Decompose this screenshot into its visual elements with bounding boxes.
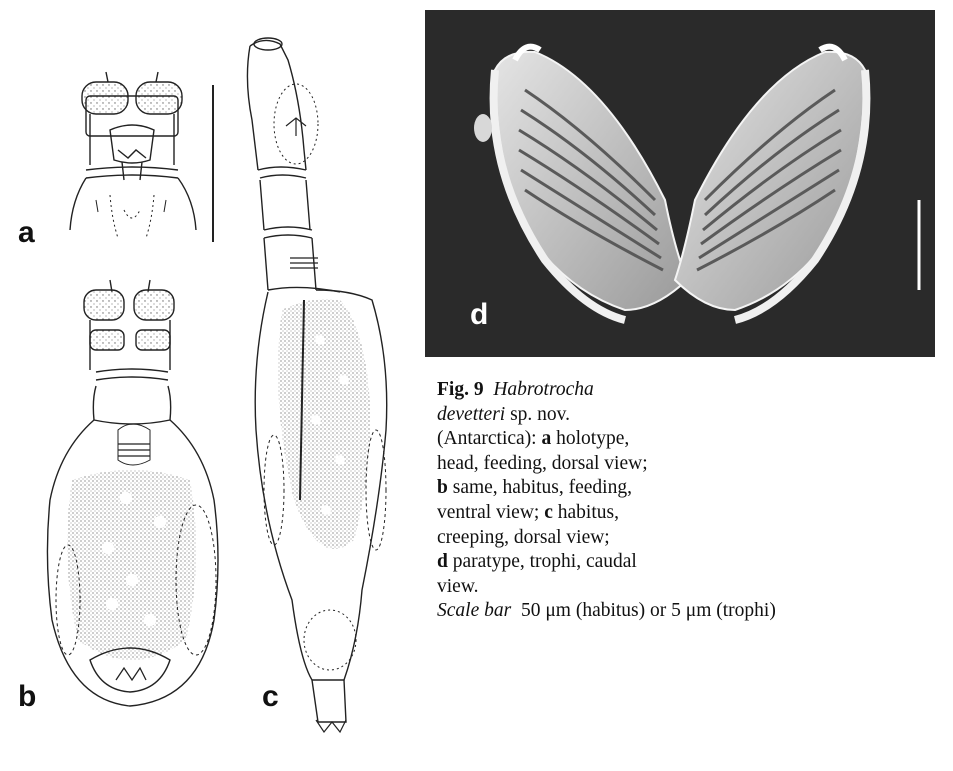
panel-label-a: a [18, 216, 35, 249]
caption-c-text-1: habitus, [552, 501, 619, 523]
panel-label-b: b [18, 680, 37, 713]
caption-b-text-2: ventral view; [437, 501, 545, 523]
caption-line-9: view. [437, 575, 479, 597]
figure-caption [437, 378, 937, 624]
line-drawings [0, 0, 430, 771]
caption-scale-text: 50 μm (habitus) or 5 μm (trophi) [511, 600, 776, 622]
caption-line-7: creeping, dorsal view; [437, 526, 610, 548]
figure-b-habitus-drawing [47, 280, 218, 706]
caption-species: devetteri [437, 403, 506, 425]
caption-locality: (Antarctica): [437, 428, 542, 450]
caption-label-a: a [541, 428, 552, 450]
figure-c-habitus-drawing [247, 38, 386, 732]
caption-line-10 [437, 599, 937, 624]
trophi-image [425, 10, 935, 357]
caption-fig-number: Fig. 9 [437, 379, 484, 400]
caption-line-1 [437, 378, 937, 403]
caption-scale-label: Scale bar [437, 600, 512, 622]
caption-b-text-1: same, habitus, feeding, [447, 477, 632, 499]
caption-line-4: head, feeding, dorsal view; [437, 452, 648, 474]
caption-line-5 [437, 476, 937, 501]
figure-a-head-drawing [70, 72, 196, 238]
caption-line-3 [437, 427, 937, 452]
caption-d-text-1: paratype, trophi, caudal [447, 551, 637, 573]
caption-sp-nov: sp. nov. [505, 403, 571, 425]
caption-label-c: c [544, 501, 553, 523]
panel-label-d: d [470, 298, 489, 331]
caption-line-2 [437, 403, 937, 428]
sem-trophi-photo [425, 10, 935, 357]
caption-label-b: b [437, 477, 448, 499]
caption-line-6 [437, 501, 937, 526]
panel-label-c: c [262, 680, 279, 713]
caption-genus: Habrotrocha [493, 379, 594, 400]
caption-label-d: d [437, 551, 448, 573]
caption-line-8 [437, 550, 937, 575]
caption-a-text-1: holotype, [551, 428, 630, 450]
